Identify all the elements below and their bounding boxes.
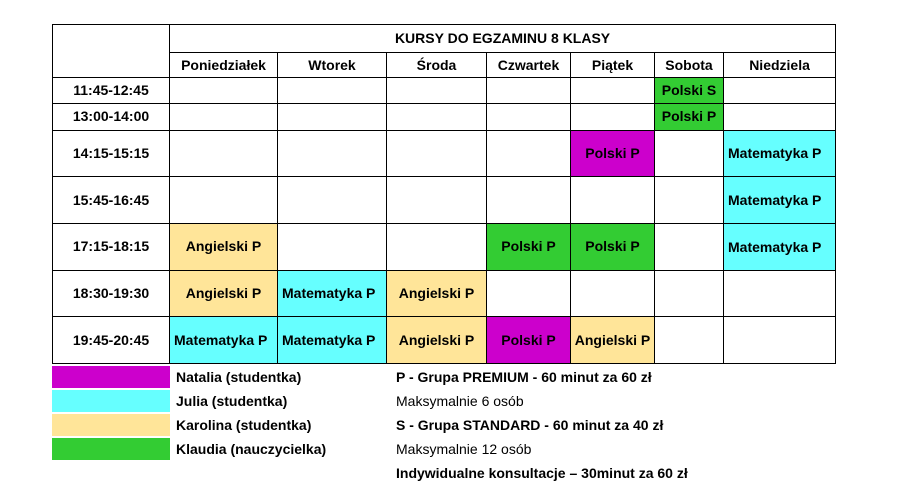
table-row [53,177,836,224]
corner-cell [53,25,170,78]
empty-cell [724,270,836,317]
empty-cell [487,270,571,317]
empty-cell [724,77,836,103]
legend-swatch [52,390,170,412]
legend-label: Julia (studentka) [176,393,288,409]
empty-cell [571,77,655,103]
empty-cell [387,223,487,270]
table-row [53,270,836,317]
time-slot: 15:45-16:45 [53,177,170,224]
info-line: S - Grupa STANDARD - 60 minut za 40 zł [396,417,664,433]
empty-cell [278,223,387,270]
day-header: Poniedziałek [170,53,278,77]
time-slot: 13:00-14:00 [53,104,170,130]
empty-cell [487,77,571,103]
day-header: Środa [387,53,487,77]
course-cell: Polski P [571,223,655,270]
day-header: Wtorek [278,53,387,77]
course-cell: Angielski P [170,270,278,317]
legend-swatch [52,438,170,460]
empty-cell [655,177,724,224]
table-row [53,77,836,103]
table-title: KURSY DO EGZAMINU 8 KLASY [170,25,836,53]
empty-cell [278,130,387,177]
table-row [53,104,836,130]
empty-cell [487,177,571,224]
empty-cell [655,317,724,364]
empty-cell [724,104,836,130]
legend-swatch [52,414,170,436]
course-cell: Matematyka P [278,317,387,364]
table-row [53,130,836,177]
empty-cell [655,130,724,177]
empty-cell [387,104,487,130]
course-cell: Angielski P [387,270,487,317]
empty-cell [571,177,655,224]
empty-cell [387,77,487,103]
table-row [53,223,836,270]
course-cell: Matematyka P [724,177,836,224]
course-cell: Polski S [655,77,724,103]
empty-cell [487,130,571,177]
empty-cell [387,130,487,177]
info-line: Maksymalnie 6 osób [396,393,524,409]
info-line: Maksymalnie 12 osób [396,441,532,457]
empty-cell [387,177,487,224]
day-header: Sobota [655,53,724,77]
empty-cell [724,317,836,364]
legend-label: Klaudia (nauczycielka) [176,441,327,457]
course-cell: Angielski P [170,223,278,270]
course-cell: Polski P [487,223,571,270]
course-cell: Polski P [487,317,571,364]
time-slot: 14:15-15:15 [53,130,170,177]
empty-cell [278,104,387,130]
time-slot: 17:15-18:15 [53,223,170,270]
table-row [53,317,836,364]
empty-cell [170,104,278,130]
course-cell: Polski P [655,104,724,130]
schedule-table [52,24,836,364]
empty-cell [278,177,387,224]
info-line: P - Grupa PREMIUM - 60 minut za 60 zł [396,369,652,385]
empty-cell [278,77,387,103]
course-cell: Matematyka P [724,130,836,177]
time-slot: 11:45-12:45 [53,77,170,103]
empty-cell [571,270,655,317]
empty-cell [655,223,724,270]
day-header: Piątek [571,53,655,77]
course-cell: Matematyka P [278,270,387,317]
empty-cell [170,77,278,103]
empty-cell [571,104,655,130]
empty-cell [170,130,278,177]
info-line: Indywidualne konsultacje – 30minut za 60 zł [396,465,688,481]
legend-label: Natalia (studentka) [176,369,302,385]
legend-swatch [52,366,170,388]
empty-cell [655,270,724,317]
empty-cell [170,177,278,224]
time-slot: 18:30-19:30 [53,270,170,317]
day-header: Niedziela [724,53,836,77]
course-cell: Angielski P [387,317,487,364]
course-cell: Angielski P [571,317,655,364]
course-cell: Matematyka P [724,223,836,270]
empty-cell [487,104,571,130]
day-header: Czwartek [487,53,571,77]
legend-label: Karolina (studentka) [176,417,312,433]
time-slot: 19:45-20:45 [53,317,170,364]
course-cell: Polski P [571,130,655,177]
course-cell: Matematyka P [170,317,278,364]
